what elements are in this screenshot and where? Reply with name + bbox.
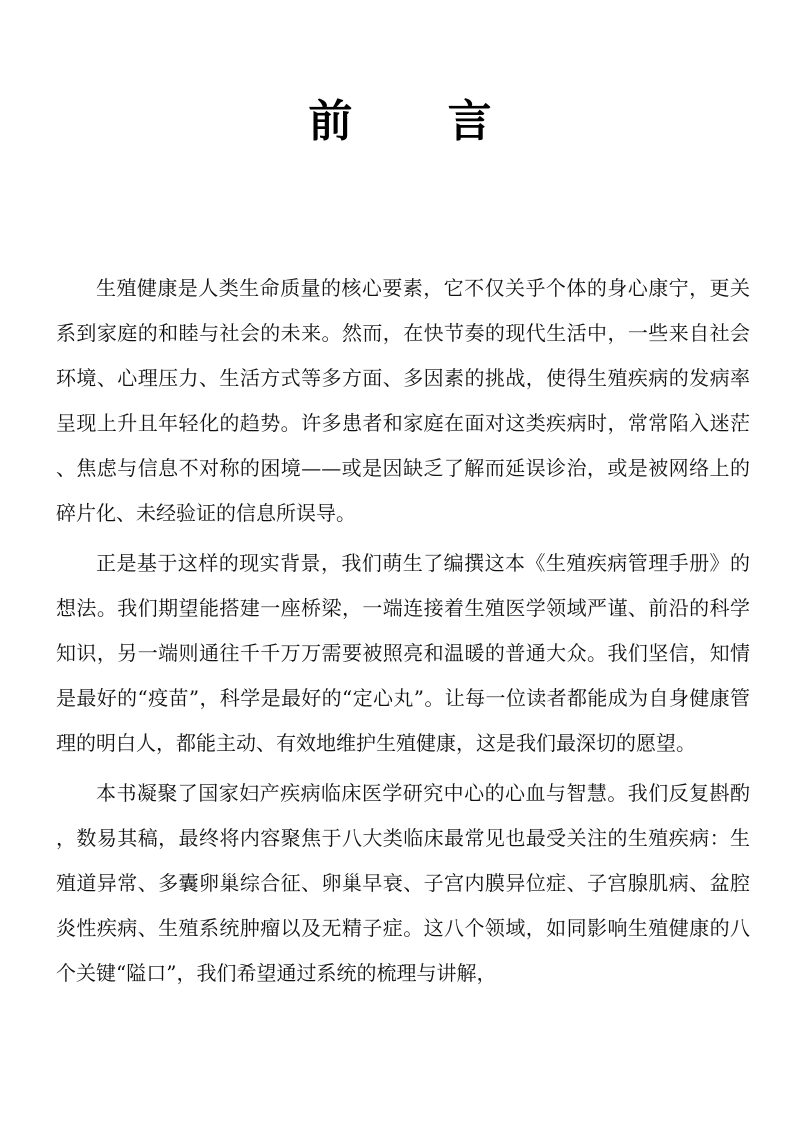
paragraph-1: 生殖健康是人类生命质量的核心要素，它不仅关乎个体的身心康宁，更关系到家庭的和睦与社会的未来。然而，在快节奏的现代生活中，一些来自社会环境、心理压力、生活方式等多方面、多因素的挑战，使得生殖疾病的发病率呈现上升且年轻化的趋势。许多患者和家庭在面对这类疾病时，常常陷入迷茫、焦虑与信息不对称的困境——或是因缺乏了解而延误诊治，或是被网络上的碎片化、未经验证的信息所误导。 — [56, 276, 750, 525]
body-text — [56, 266, 750, 996]
paragraph-3: 本书凝聚了国家妇产疾病临床医学研究中心的心血与智慧。我们反复斟酌，数易其稿，最终将内容聚焦于八大类临床最常见也最受关注的生殖疾病：生殖道异常、多囊卵巢综合征、卵巢早衰、子宫内膜异位症、子宫腺肌病、盆腔炎性疾病、生殖系统肿瘤以及无精子症。这八个领域，如同影响生殖健康的八个关键“隘口”，我们希望通过系统的梳理与讲解， — [56, 781, 750, 985]
paragraph-2: 正是基于这样的现实背景，我们萌生了编撰这本《生殖疾病管理手册》的想法。我们期望能搭建一座桥梁，一端连接着生殖医学领域严谨、前沿的科学知识，另一端则通往千千万万需要被照亮和温暖的普通大众。我们坚信，知情是最好的“疫苗”，科学是最好的“定心丸”。让每一位读者都能成为自身健康管理的明白人，都能主动、有效地维护生殖健康，这是我们最深切的愿望。 — [56, 551, 750, 755]
page-title: 前 言 — [308, 96, 532, 148]
